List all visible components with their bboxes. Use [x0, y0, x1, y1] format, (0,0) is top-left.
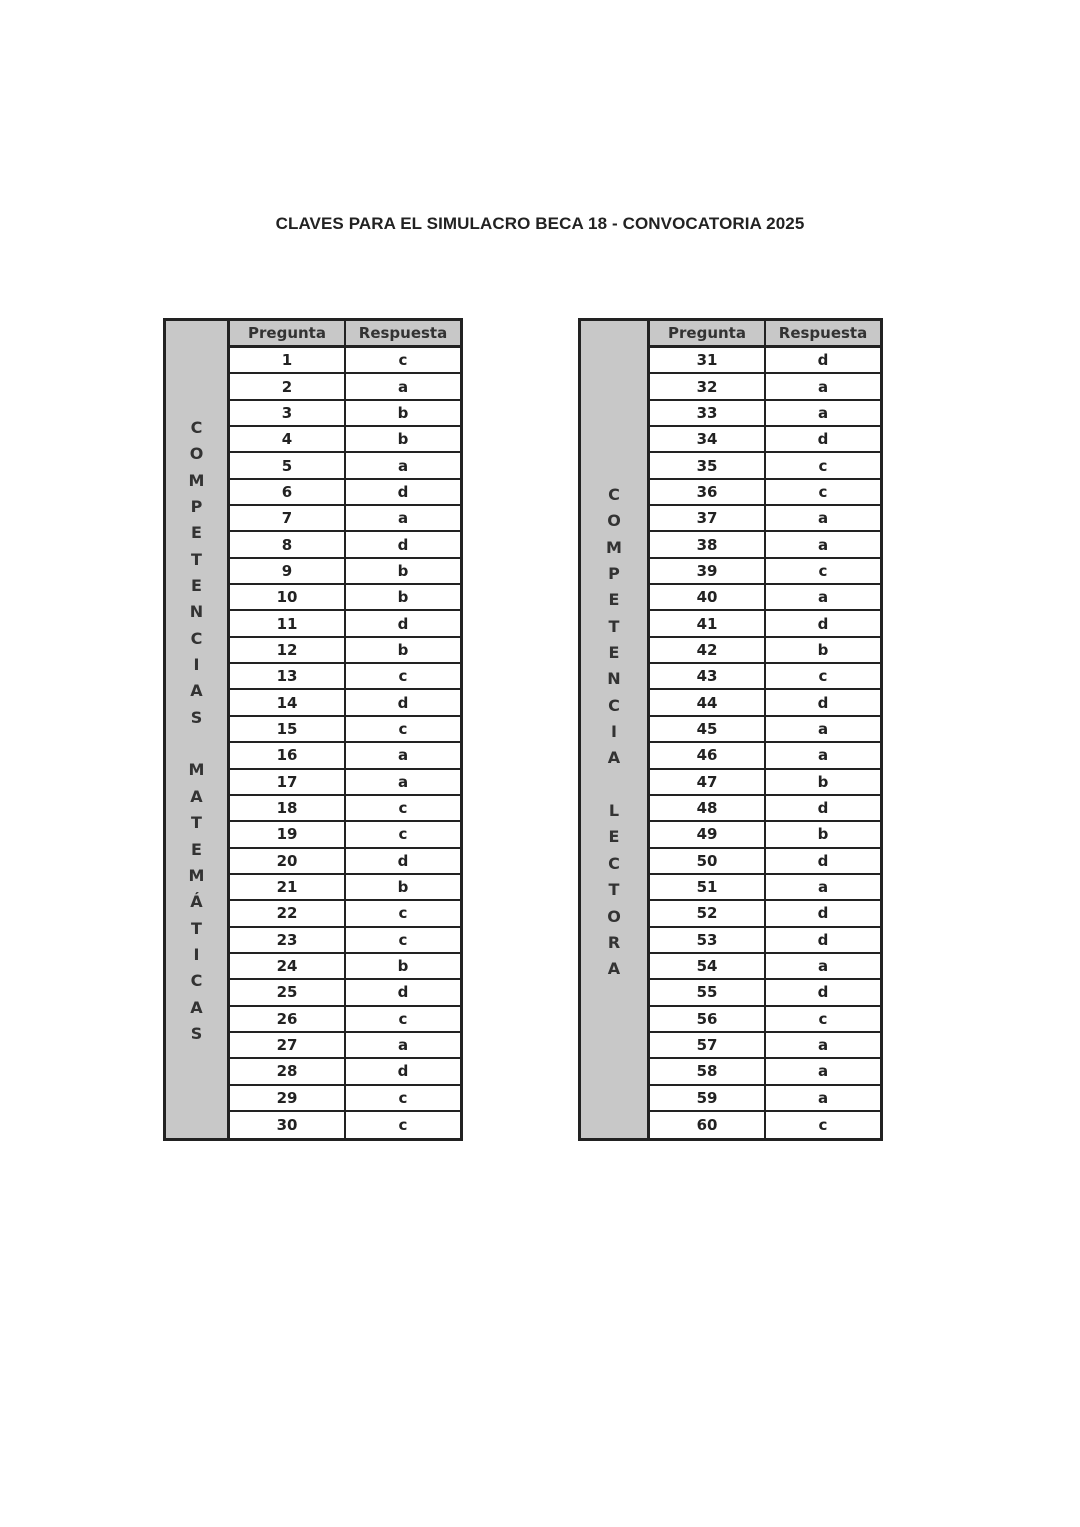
question-number: 26: [230, 1007, 346, 1031]
answer-letter: a: [346, 770, 460, 794]
answer-letter: a: [346, 453, 460, 477]
question-number: 37: [650, 506, 766, 530]
question-number: 21: [230, 875, 346, 899]
header-respuesta: Respuesta: [346, 321, 460, 345]
question-number: 3: [230, 401, 346, 425]
question-number: 14: [230, 690, 346, 714]
table-row: [650, 849, 880, 875]
answer-letter: c: [346, 796, 460, 820]
table-header-row: [650, 321, 880, 348]
page-title: CLAVES PARA EL SIMULACRO BECA 18 - CONVOCATORIA 2025: [275, 214, 805, 233]
question-number: 47: [650, 770, 766, 794]
question-number: 51: [650, 875, 766, 899]
question-number: 38: [650, 532, 766, 556]
question-number: 23: [230, 928, 346, 952]
table-row: [650, 638, 880, 664]
question-number: 11: [230, 611, 346, 635]
table-row: [230, 980, 460, 1006]
answer-letter: b: [766, 822, 880, 846]
table-row: [650, 559, 880, 585]
question-number: 29: [230, 1086, 346, 1110]
question-number: 4: [230, 427, 346, 451]
table-row: [230, 532, 460, 558]
answer-letter: c: [766, 453, 880, 477]
question-number: 60: [650, 1112, 766, 1138]
question-number: 49: [650, 822, 766, 846]
question-number: 18: [230, 796, 346, 820]
table-row: [230, 427, 460, 453]
answer-letter: a: [766, 401, 880, 425]
question-number: 45: [650, 717, 766, 741]
answer-letter: b: [766, 638, 880, 662]
answer-letter: a: [766, 954, 880, 978]
answer-letter: d: [766, 611, 880, 635]
table-row: [650, 611, 880, 637]
answer-letter: b: [346, 585, 460, 609]
table-row: [230, 928, 460, 954]
table-row: [650, 954, 880, 980]
table-row: [650, 532, 880, 558]
question-number: 46: [650, 743, 766, 767]
answer-letter: a: [346, 743, 460, 767]
question-number: 42: [650, 638, 766, 662]
answer-letter: c: [766, 559, 880, 583]
question-number: 48: [650, 796, 766, 820]
question-number: 54: [650, 954, 766, 978]
table-row: [650, 427, 880, 453]
question-number: 50: [650, 849, 766, 873]
answer-letter: a: [766, 532, 880, 556]
header-pregunta: Pregunta: [650, 321, 766, 345]
answer-letter: a: [766, 875, 880, 899]
answer-letter: c: [766, 480, 880, 504]
question-number: 24: [230, 954, 346, 978]
table-row: [650, 875, 880, 901]
answer-letter: d: [766, 928, 880, 952]
answer-key-table-reading: [578, 318, 883, 1141]
question-number: 19: [230, 822, 346, 846]
answer-letter: a: [346, 1033, 460, 1057]
question-number: 10: [230, 585, 346, 609]
answer-letter: d: [766, 980, 880, 1004]
question-number: 8: [230, 532, 346, 556]
answer-letter: c: [346, 928, 460, 952]
table-row: [230, 374, 460, 400]
question-number: 15: [230, 717, 346, 741]
table-row: [230, 849, 460, 875]
section-label: C O M P E T E N C I A L E C T O R A: [606, 485, 622, 979]
question-number: 31: [650, 348, 766, 372]
table-row: [230, 1007, 460, 1033]
table-row: [230, 401, 460, 427]
question-number: 36: [650, 480, 766, 504]
table-row: [650, 585, 880, 611]
table-row: [650, 717, 880, 743]
table-row: [230, 585, 460, 611]
question-number: 33: [650, 401, 766, 425]
question-number: 34: [650, 427, 766, 451]
question-number: 44: [650, 690, 766, 714]
question-number: 28: [230, 1059, 346, 1083]
answer-letter: d: [766, 348, 880, 372]
header-pregunta: Pregunta: [230, 321, 346, 345]
answer-letter: d: [766, 901, 880, 925]
answer-letter: b: [346, 875, 460, 899]
question-number: 22: [230, 901, 346, 925]
answer-letter: a: [346, 506, 460, 530]
answer-letter: c: [766, 1007, 880, 1031]
table-row: [230, 770, 460, 796]
table-row: [650, 1112, 880, 1138]
question-number: 12: [230, 638, 346, 662]
table-row: [650, 901, 880, 927]
answer-letter: b: [346, 954, 460, 978]
section-label-column: [166, 321, 230, 1138]
table-row: [230, 664, 460, 690]
answer-letter: c: [346, 1112, 460, 1138]
table-row: [230, 506, 460, 532]
answer-letter: d: [346, 480, 460, 504]
table-row: [650, 796, 880, 822]
answer-letter: d: [346, 980, 460, 1004]
answer-letter: d: [766, 427, 880, 451]
question-number: 5: [230, 453, 346, 477]
table-row: [230, 875, 460, 901]
table-row: [230, 717, 460, 743]
table-row: [650, 453, 880, 479]
answer-letter: a: [766, 717, 880, 741]
question-number: 30: [230, 1112, 346, 1138]
answer-letter: d: [346, 690, 460, 714]
answer-letter: a: [766, 506, 880, 530]
question-number: 56: [650, 1007, 766, 1031]
answer-letter: c: [766, 1112, 880, 1138]
answer-letter: a: [766, 1059, 880, 1083]
question-number: 35: [650, 453, 766, 477]
answer-letter: c: [346, 348, 460, 372]
question-number: 2: [230, 374, 346, 398]
answer-letter: d: [766, 849, 880, 873]
question-number: 27: [230, 1033, 346, 1057]
table-row: [230, 1086, 460, 1112]
table-row: [650, 374, 880, 400]
answer-letter: a: [766, 374, 880, 398]
answer-letter: c: [346, 664, 460, 688]
question-number: 17: [230, 770, 346, 794]
answer-grid: [650, 321, 880, 1138]
table-row: [230, 638, 460, 664]
table-header-row: [230, 321, 460, 348]
question-number: 43: [650, 664, 766, 688]
table-row: [650, 690, 880, 716]
table-row: [650, 822, 880, 848]
answer-letter: c: [346, 1086, 460, 1110]
table-row: [650, 506, 880, 532]
table-row: [230, 690, 460, 716]
answer-letter: a: [766, 1033, 880, 1057]
question-number: 41: [650, 611, 766, 635]
answer-letter: c: [346, 1007, 460, 1031]
answer-letter: a: [766, 743, 880, 767]
question-number: 52: [650, 901, 766, 925]
table-row: [230, 1112, 460, 1138]
section-label-column: [581, 321, 650, 1138]
answer-letter: c: [346, 901, 460, 925]
answer-letter: a: [766, 585, 880, 609]
answer-letter: c: [346, 717, 460, 741]
question-number: 16: [230, 743, 346, 767]
question-number: 32: [650, 374, 766, 398]
question-number: 7: [230, 506, 346, 530]
answer-letter: a: [766, 1086, 880, 1110]
table-row: [650, 928, 880, 954]
question-number: 6: [230, 480, 346, 504]
answer-letter: d: [766, 690, 880, 714]
table-row: [650, 401, 880, 427]
answer-letter: c: [766, 664, 880, 688]
table-row: [650, 348, 880, 374]
answer-letter: d: [346, 532, 460, 556]
header-respuesta: Respuesta: [766, 321, 880, 345]
question-number: 20: [230, 849, 346, 873]
table-row: [230, 480, 460, 506]
answer-letter: d: [346, 1059, 460, 1083]
table-row: [650, 1059, 880, 1085]
table-row: [650, 743, 880, 769]
answer-letter: b: [766, 770, 880, 794]
section-label: C O M P E T E N C I A S M A T E M Á T I C A S: [188, 418, 205, 1043]
question-number: 53: [650, 928, 766, 952]
answer-letter: b: [346, 638, 460, 662]
question-number: 40: [650, 585, 766, 609]
question-number: 39: [650, 559, 766, 583]
table-row: [650, 480, 880, 506]
table-row: [650, 980, 880, 1006]
question-number: 58: [650, 1059, 766, 1083]
question-number: 13: [230, 664, 346, 688]
question-number: 1: [230, 348, 346, 372]
table-row: [230, 348, 460, 374]
question-number: 57: [650, 1033, 766, 1057]
answer-letter: d: [766, 796, 880, 820]
table-row: [230, 901, 460, 927]
table-row: [230, 743, 460, 769]
question-number: 9: [230, 559, 346, 583]
table-row: [230, 954, 460, 980]
table-row: [650, 664, 880, 690]
table-row: [230, 453, 460, 479]
answer-letter: b: [346, 427, 460, 451]
table-row: [230, 822, 460, 848]
table-row: [650, 1007, 880, 1033]
table-row: [230, 1033, 460, 1059]
answer-letter: b: [346, 401, 460, 425]
question-number: 55: [650, 980, 766, 1004]
table-row: [230, 559, 460, 585]
table-row: [650, 1086, 880, 1112]
answer-letter: d: [346, 849, 460, 873]
answer-key-table-math: [163, 318, 463, 1141]
table-row: [230, 1059, 460, 1085]
table-row: [230, 611, 460, 637]
question-number: 25: [230, 980, 346, 1004]
answer-letter: c: [346, 822, 460, 846]
question-number: 59: [650, 1086, 766, 1110]
table-row: [650, 1033, 880, 1059]
answer-letter: b: [346, 559, 460, 583]
answer-letter: d: [346, 611, 460, 635]
answer-grid: [230, 321, 460, 1138]
table-row: [230, 796, 460, 822]
answer-letter: a: [346, 374, 460, 398]
table-row: [650, 770, 880, 796]
